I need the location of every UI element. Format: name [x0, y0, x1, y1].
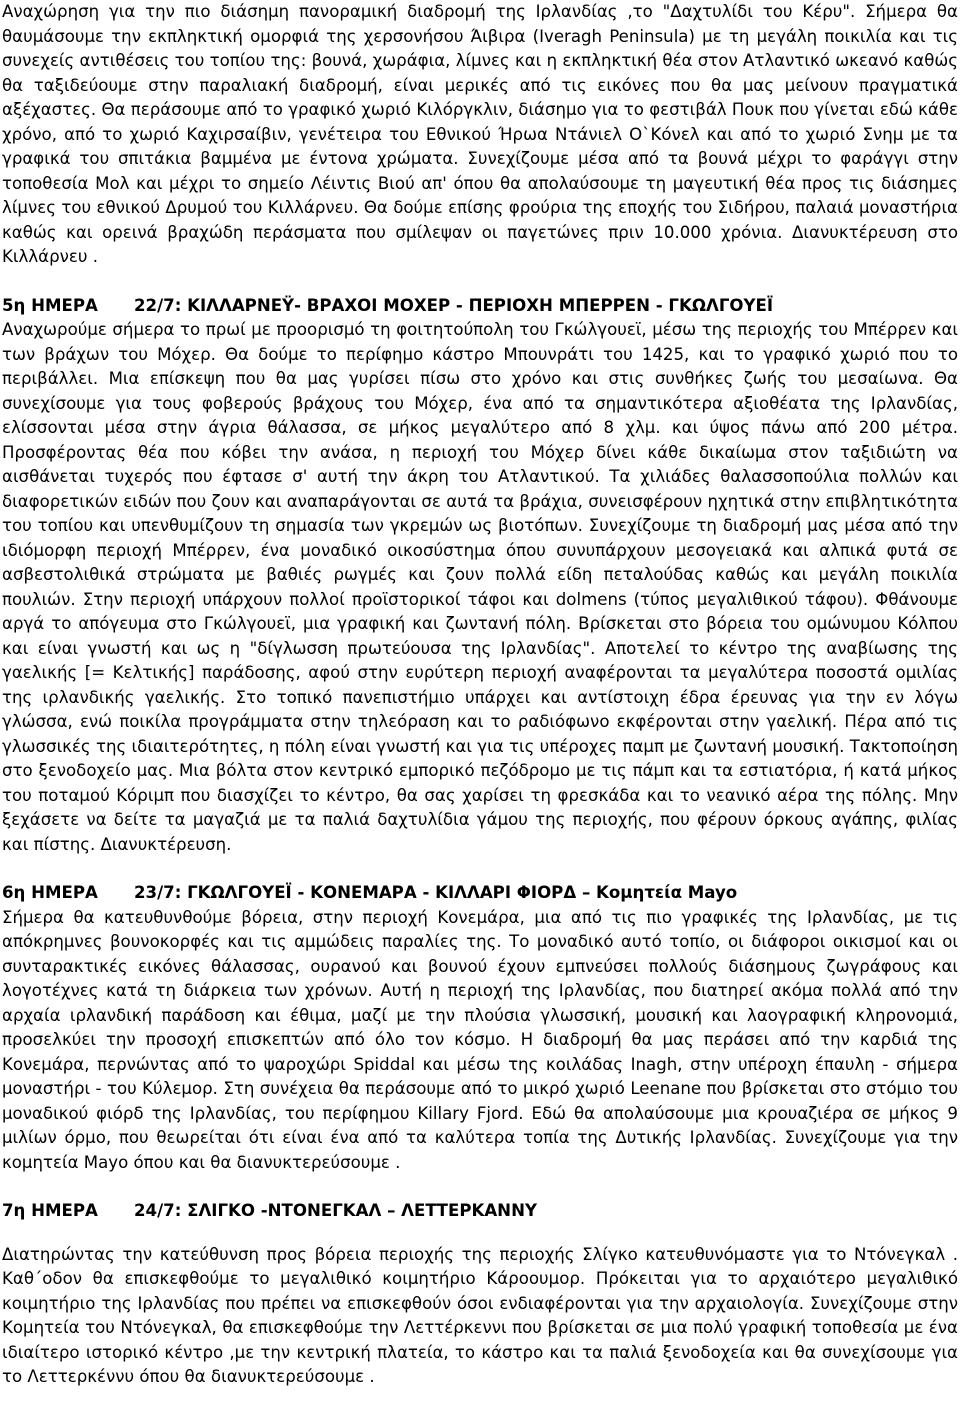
section-spacer: [2, 1224, 958, 1243]
day-5-label: 5η ΗΜΕΡΑ: [2, 295, 98, 315]
day-5-paragraph: Αναχωρούμε σήμερα το πρωί με προορισμό τη φοιτητούπολη του Γκώλγουεϊ, μέσω της περιοχής του Μπέρρεν και των βράχων του Μόχερ. Θα δούμε το περίφημο κάστρο Μπουνράτι του 1425, και το γραφικό χωριό που το περιβάλλει. Μια επίσκεψη που θα μας γυρίσει πίσω στο χρόνο και στις συνθήκες ζωής του μεσαίωνα. Θα συνεχίσουμε για τους φοβερούς βράχους του Μόχερ, ένα από τα σημαντικότερα αξιοθέατα της Ιρλανδίας, ελίσσονται μέσα στην άγρια θάλασσα, σε μήκος μεγαλύτερο από 8 χλμ. και ύψος πάνω από 200 μέτρα. Προσφέροντας θέα που κόβει την ανάσα, η περιοχή του Μόχερ δίνει κάθε δικαίωμα στον ταξιδιώτη να αισθάνεται τυχερός που έφτασε σ' αυτή την άκρη του Ατλαντικού. Τα χιλιάδες θαλασσοπούλια πολλών και διαφορετικών ειδών που ζουν και αναπαράγονται σε αυτά τα βράχια, συνεισφέρουν ηχητικά στην επιβλητικότητα του τοπίου και υπενθυμίζουν τη σημασία των γκρεμών ως βιοτόπων. Συνεχίζουμε τη διαδρομή μας μέσα από την ιδιόμορφη περιοχή Μπέρρεν, ένα μοναδικό οικοσύστημα όπου συνυπάρχουν μεσογειακά και αλπικά φυτά σε ασβεστολιθικά στρώματα με βαθιές ρωγμές και ζουν πολλά είδη πεταλούδας καθώς και μεγάλη ποικιλία πουλιών. Στην περιοχή υπάρχουν πολλοί προϊστορικοί τάφοι και dolmens (τύπος μεγαλιθικού τάφου). Φθάνουμε αργά το απόγευμα στο Γκώλγουεϊ, μια γραφική και ζωντανή πόλη. Βρίσκεται στο βόρεια του ομώνυμου Κόλπου και είναι γνωστή και ως η "δίγλωσση πρωτεύουσα της Ιρλανδίας". Αποτελεί το κέντρο της αναβίωσης της γαελικής [= Κελτικής] παράδοσης, αφού στην ευρύτερη περιοχή αναφέρονται τα μεγαλύτερα ποσοστά ομιλίας της ιρλανδικής γαελικής. Στο τοπικό πανεπιστήμιο υπάρχει και αντίστοιχη έδρα έρευνας για την εν λόγω γλώσσα, ενώ ποικίλα προγράμματα στην τηλεόραση και το ραδιόφωνο εκφέρονται στην γαελική. Πέρα από τις γλωσσικές της ιδιαιτερότητες, η πόλη είναι γνωστή και για τις υπέροχες παμπ με ζωντανή μουσική. Τακτοποίηση στο ξενοδοχείο μας. Μια βόλτα στον κεντρικό εμπορικό πεζόδρομο με τις πάμπ και τα εστιατόρια, ή κατά μήκος του ποταμού Κόριμπ που διασχίζει το κέντρο, θα σας χαρίσει τη φρεσκάδα και το νεανικό αέρα της πόλης. Μην ξεχάσετε να δείτε τα μαγαζιά με τα παλιά δαχτυλίδια γάμου της περιοχής, που φέρουν όρκους αγάπης, φιλίας και πίστης. Διανυκτέρευση.: [2, 320, 958, 854]
day-7-title: 24/7: ΣΛΙΓΚΟ -ΝΤΟΝΕΓΚΑΛ – ΛΕΤΤΕΡΚΑΝΝΥ: [134, 1201, 537, 1220]
day-7-heading: [2, 1199, 958, 1224]
day-6-label: 6η ΗΜΕΡΑ: [2, 883, 98, 902]
section-spacer: [2, 1175, 958, 1199]
section-spacer: [2, 857, 958, 881]
day-5-heading: [2, 294, 958, 319]
day-6-heading: [2, 881, 958, 906]
day-6-title: 23/7: ΓΚΩΛΓΟΥΕΪ - ΚΟΝΕΜΑΡΑ - ΚΙΛΛΑΡΙ ΦΙΟΡΔ – Κομητεία Mayo: [134, 883, 738, 902]
day-5-title: 22/7: ΚΙΛΛΑΡΝΕΫ- ΒΡΑΧΟΙ ΜΟΧΕΡ - ΠΕΡΙΟΧΗ ΜΠΕΡΡΕΝ - ΓΚΩΛΓΟΥΕΪ: [134, 295, 774, 315]
section-spacer: [2, 270, 958, 294]
day-7-label: 7η ΗΜΕΡΑ: [2, 1201, 98, 1220]
intro-paragraph: Αναχώρηση για την πιο διάσημη πανοραμική διαδρομή της Ιρλανδίας ,το "Δαχτυλίδι του Κέρυ". Σήμερα θα θαυμάσουμε την εκπληκτική ομορφιά της χερσονήσου Άιβιρα (Iveragh Peninsula) με τη μεγάλη ποικιλία και τις συνεχείς αντιθέσεις του τοπίου της: βουνά, χωράφια, λίμνες και η εκπληκτική θέα στον Ατλαντικό ωκεανό καθώς θα ταξιδεύουμε στην παραλιακή διαδρομή, είναι μερικές από τις εικόνες που θα μας μείνουν πραγματικά αξέχαστες. Θα περάσουμε από το γραφικό χωριό Κιλόργκλιν, διάσημο για το φεστιβάλ Πουκ που γίνεται εδώ κάθε χρόνο, από το χωριό Καχιρσαίβιν, γενέτειρα του Εθνικού Ήρωα Ντάνιελ Ο`Κόνελ και από το χωριό Σνημ με τα γραφικά του σπιτάκια βαμμένα με έντονα χρώματα. Συνεχίζουμε μέσα από τα βουνά μέχρι το φαράγγι στην τοποθεσία Μολ και μέχρι το σημείο Λέιντις Βιού απ' όπου θα απολαύσουμε τη μαγευτική θέα προς τις διάσημες λίμνες του εθνικού Δρυμού του Κιλλάρνευ. Θα δούμε επίσης φρούρια της εποχής του Σιδήρου, παλαιά μοναστήρια καθώς και ορεινά βραχώδη περάσματα που σμίλεψαν οι παγετώνες πριν 10.000 χρόνια. Διανυκτέρευση στο Κιλλάρνευ .: [2, 2, 958, 266]
day-7-paragraph: Διατηρώντας την κατεύθυνση προς βόρεια περιοχής της περιοχής Σλίγκο κατευθυνόμαστε για το Ντόνεγκαλ . Καθ΄οδον θα επισκεφθούμε το μεγαλιθικό κοιμητήριο Κάροουμορ. Πρόκειται για το αρχαιότερο μεγαλιθικό κοιμητήριο της Ιρλανδίας που πρέπει να επισκεφθούν όσοι ενδιαφέρονται για την αρχαιολογία. Συνεχίζουμε στην Κομητεία του Ντόνεγκαλ, θα επισκεφθούμε την Λεττέρκεννι που βρίσκεται σε μια πολύ γραφική τοποθεσία με ένα ιδιαίτερο ιστορικό κέντρο ,με την κεντρική πλατεία, το κάστρο και τα παλιά ξενοδοχεία και θα συνεχίσουμε για το Λεττερκέννυ όπου θα διανυκτερεύσουμε .: [2, 1244, 958, 1386]
day-6-paragraph: Σήμερα θα κατευθυνθούμε βόρεια, στην περιοχή Κονεμάρα, μια από τις πιο γραφικές της Ιρλανδίας, με τις απόκρημνες βουνοκορφές και τις αμμώδεις παραλίες της. Το μοναδικό αυτό τοπίο, οι διάφοροι οικισμοί και οι συνταρακτικές εικόνες θάλασσας, ουρανού και βουνού έχουν εμπνεύσει πολλούς διάσημους ζωγράφους και λογοτέχνες κατά τη διάρκεια των χρόνων. Αυτή η περιοχή της Ιρλανδίας, που διατηρεί ακόμα πολλά από την αρχαία ιρλανδική παράδοση και έθιμα, μαζί με την πλούσια γλωσσική, μουσική και λαογραφική κληρονομιά, προσελκύει την προσοχή επισκεπτών από όλο τον κόσμο. Η διαδρομή θα μας περάσει από την καρδιά της Κονεμάρα, περνώντας από το ψαροχώρι Spiddal και μέσω της κοιλάδας Inagh, στην υπέροχη έπαυλη - σήμερα μοναστήρι - του Κύλεμορ. Στη συνέχεια θα περάσουμε από το μικρό χωριό Leenane που βρίσκεται στο στόμιο του μοναδικού φιόρδ της Ιρλανδίας, του περίφημου Killary Fjord. Εδώ θα απολαύσουμε μια κρουαζιέρα σε μήκος 9 μιλίων όρμο, που θεωρείται ότι είναι ένα από τα καλύτερα τοπία της Δυτικής Ιρλανδίας. Συνεχίζουμε για την κομητεία Mayo όπου και θα διανυκτερεύσουμε .: [2, 907, 958, 1172]
